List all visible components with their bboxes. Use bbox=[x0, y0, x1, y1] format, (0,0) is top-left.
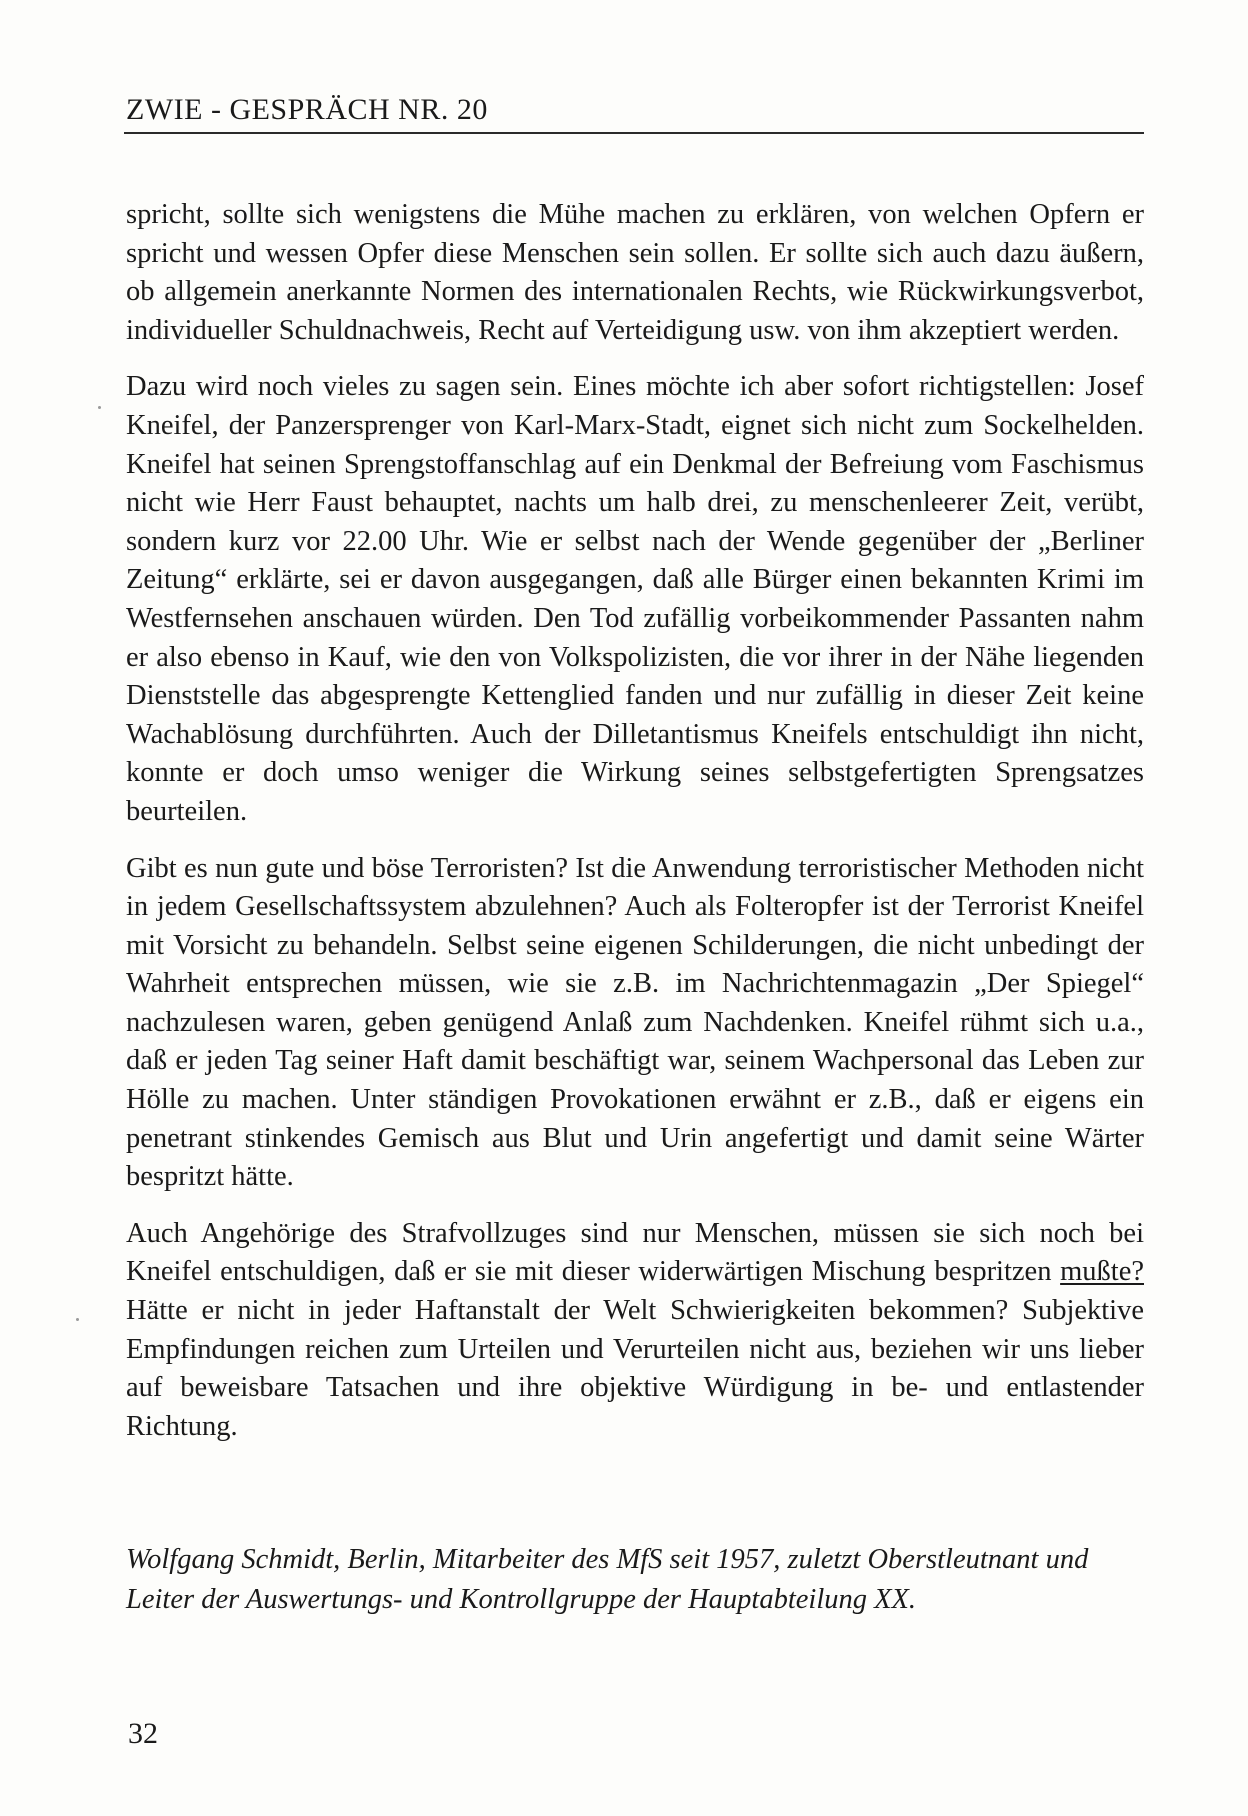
paragraph-3: Gibt es nun gute und böse Terroristen? Ist die Anwendung terroristischer Methoden nicht in jedem Gesellschaftssystem abzulehnen? Auch als Folteropfer ist der Terrorist Kneifel mit Vorsicht zu behandeln. Selbst seine eigenen Schilderungen, die nicht unbedingt der Wahrheit entsprechen müssen, wie sie z.B. im Nachrichtenmagazin „Der Spiegel“ nachzulesen waren, geben genügend Anlaß zum Nachdenken. Kneifel rühmt sich u.a., daß er jeden Tag seiner Haft damit beschäftigt war, seinem Wachpersonal das Leben zur Hölle zu machen. Unter ständigen Provokationen erwähnt er z.B., daß er eigens ein penetrant stinkendes Gemisch aus Blut und Urin angefertigt und damit seine Wärter bespritzt hätte. bbox=[126, 852, 1144, 1193]
header-rule bbox=[124, 132, 1144, 134]
article-body bbox=[126, 196, 1144, 1464]
author-signature: Wolfgang Schmidt, Berlin, Mitarbeiter des MfS seit 1957, zuletzt Oberstleutnant und Leiter der Auswertungs- und Kontrollgruppe der Hauptabteilung XX. bbox=[126, 1544, 1089, 1615]
page-number: 32 bbox=[128, 1717, 158, 1750]
underlined-word: mußte? bbox=[1060, 1256, 1144, 1288]
paragraph-1: spricht, sollte sich wenigstens die Mühe machen zu erklären, von welchen Opfern er spricht und wessen Opfer diese Menschen sein sollen. Er sollte sich auch dazu äußern, ob allgemein anerkannte Normen des internationalen Rechts, wie Rückwirkungsverbot, individueller Schuldnachweis, Recht auf Verteidigung usw. von ihm akzeptiert werden. bbox=[126, 199, 1144, 346]
paragraph-2: Dazu wird noch vieles zu sagen sein. Eines möchte ich aber sofort richtigstellen: Josef Kneifel, der Panzersprenger von Karl-Marx-Stadt, eignet sich nicht zum Sockelhelden. Kneifel hat seinen Sprengstoffanschlag auf ein Denkmal der Befreiung vom Faschismus nicht wie Herr Faust behauptet, nachts um halb drei, zu menschenleerer Zeit, verübt, sondern kurz vor 22.00 Uhr. Wie er selbst nach der Wende gegenüber der „Berliner Zeitung“ erklärte, sei er davon ausgegangen, daß alle Bürger einen bekannten Krimi im Westfernsehen anschauen würden. Den Tod zufällig vorbeikommender Passanten nahm er also ebenso in Kauf, wie den von Volkspolizisten, die vor ihrer in der Nähe liegenden Dienststelle das abgesprengte Kettenglied fanden und nur zufällig in dieser Zeit keine Wachablösung durchführten. Auch der Dilletantismus Kneifels entschuldigt ihn nicht, konnte er doch umso weniger die Wirkung seines selbstgefertigten Sprengsatzes beurteilen. bbox=[126, 371, 1144, 827]
paragraph-4-end: Hätte er nicht in jeder Haftanstalt der Welt Schwierigkeiten bekommen? Subjektive Empfindungen reichen zum Urteilen und Verurteilen nicht aus, beziehen wir uns lieber auf beweisbare Tatsachen und ihre objektive Würdigung in be- und entlastender Richtung. bbox=[126, 1295, 1144, 1442]
running-header-title: ZWIE - GESPRÄCH NR. 20 bbox=[126, 93, 488, 126]
paragraph-4-start: Auch Angehörige des Strafvollzuges sind nur Menschen, müssen sie sich noch bei Kneifel entschuldigen, daß er sie mit dieser widerwärtigen Mischung bespritzen bbox=[126, 1217, 1144, 1288]
scan-speck bbox=[76, 1318, 79, 1321]
scan-speck bbox=[98, 406, 101, 409]
paragraph-4 bbox=[126, 1215, 1144, 1447]
